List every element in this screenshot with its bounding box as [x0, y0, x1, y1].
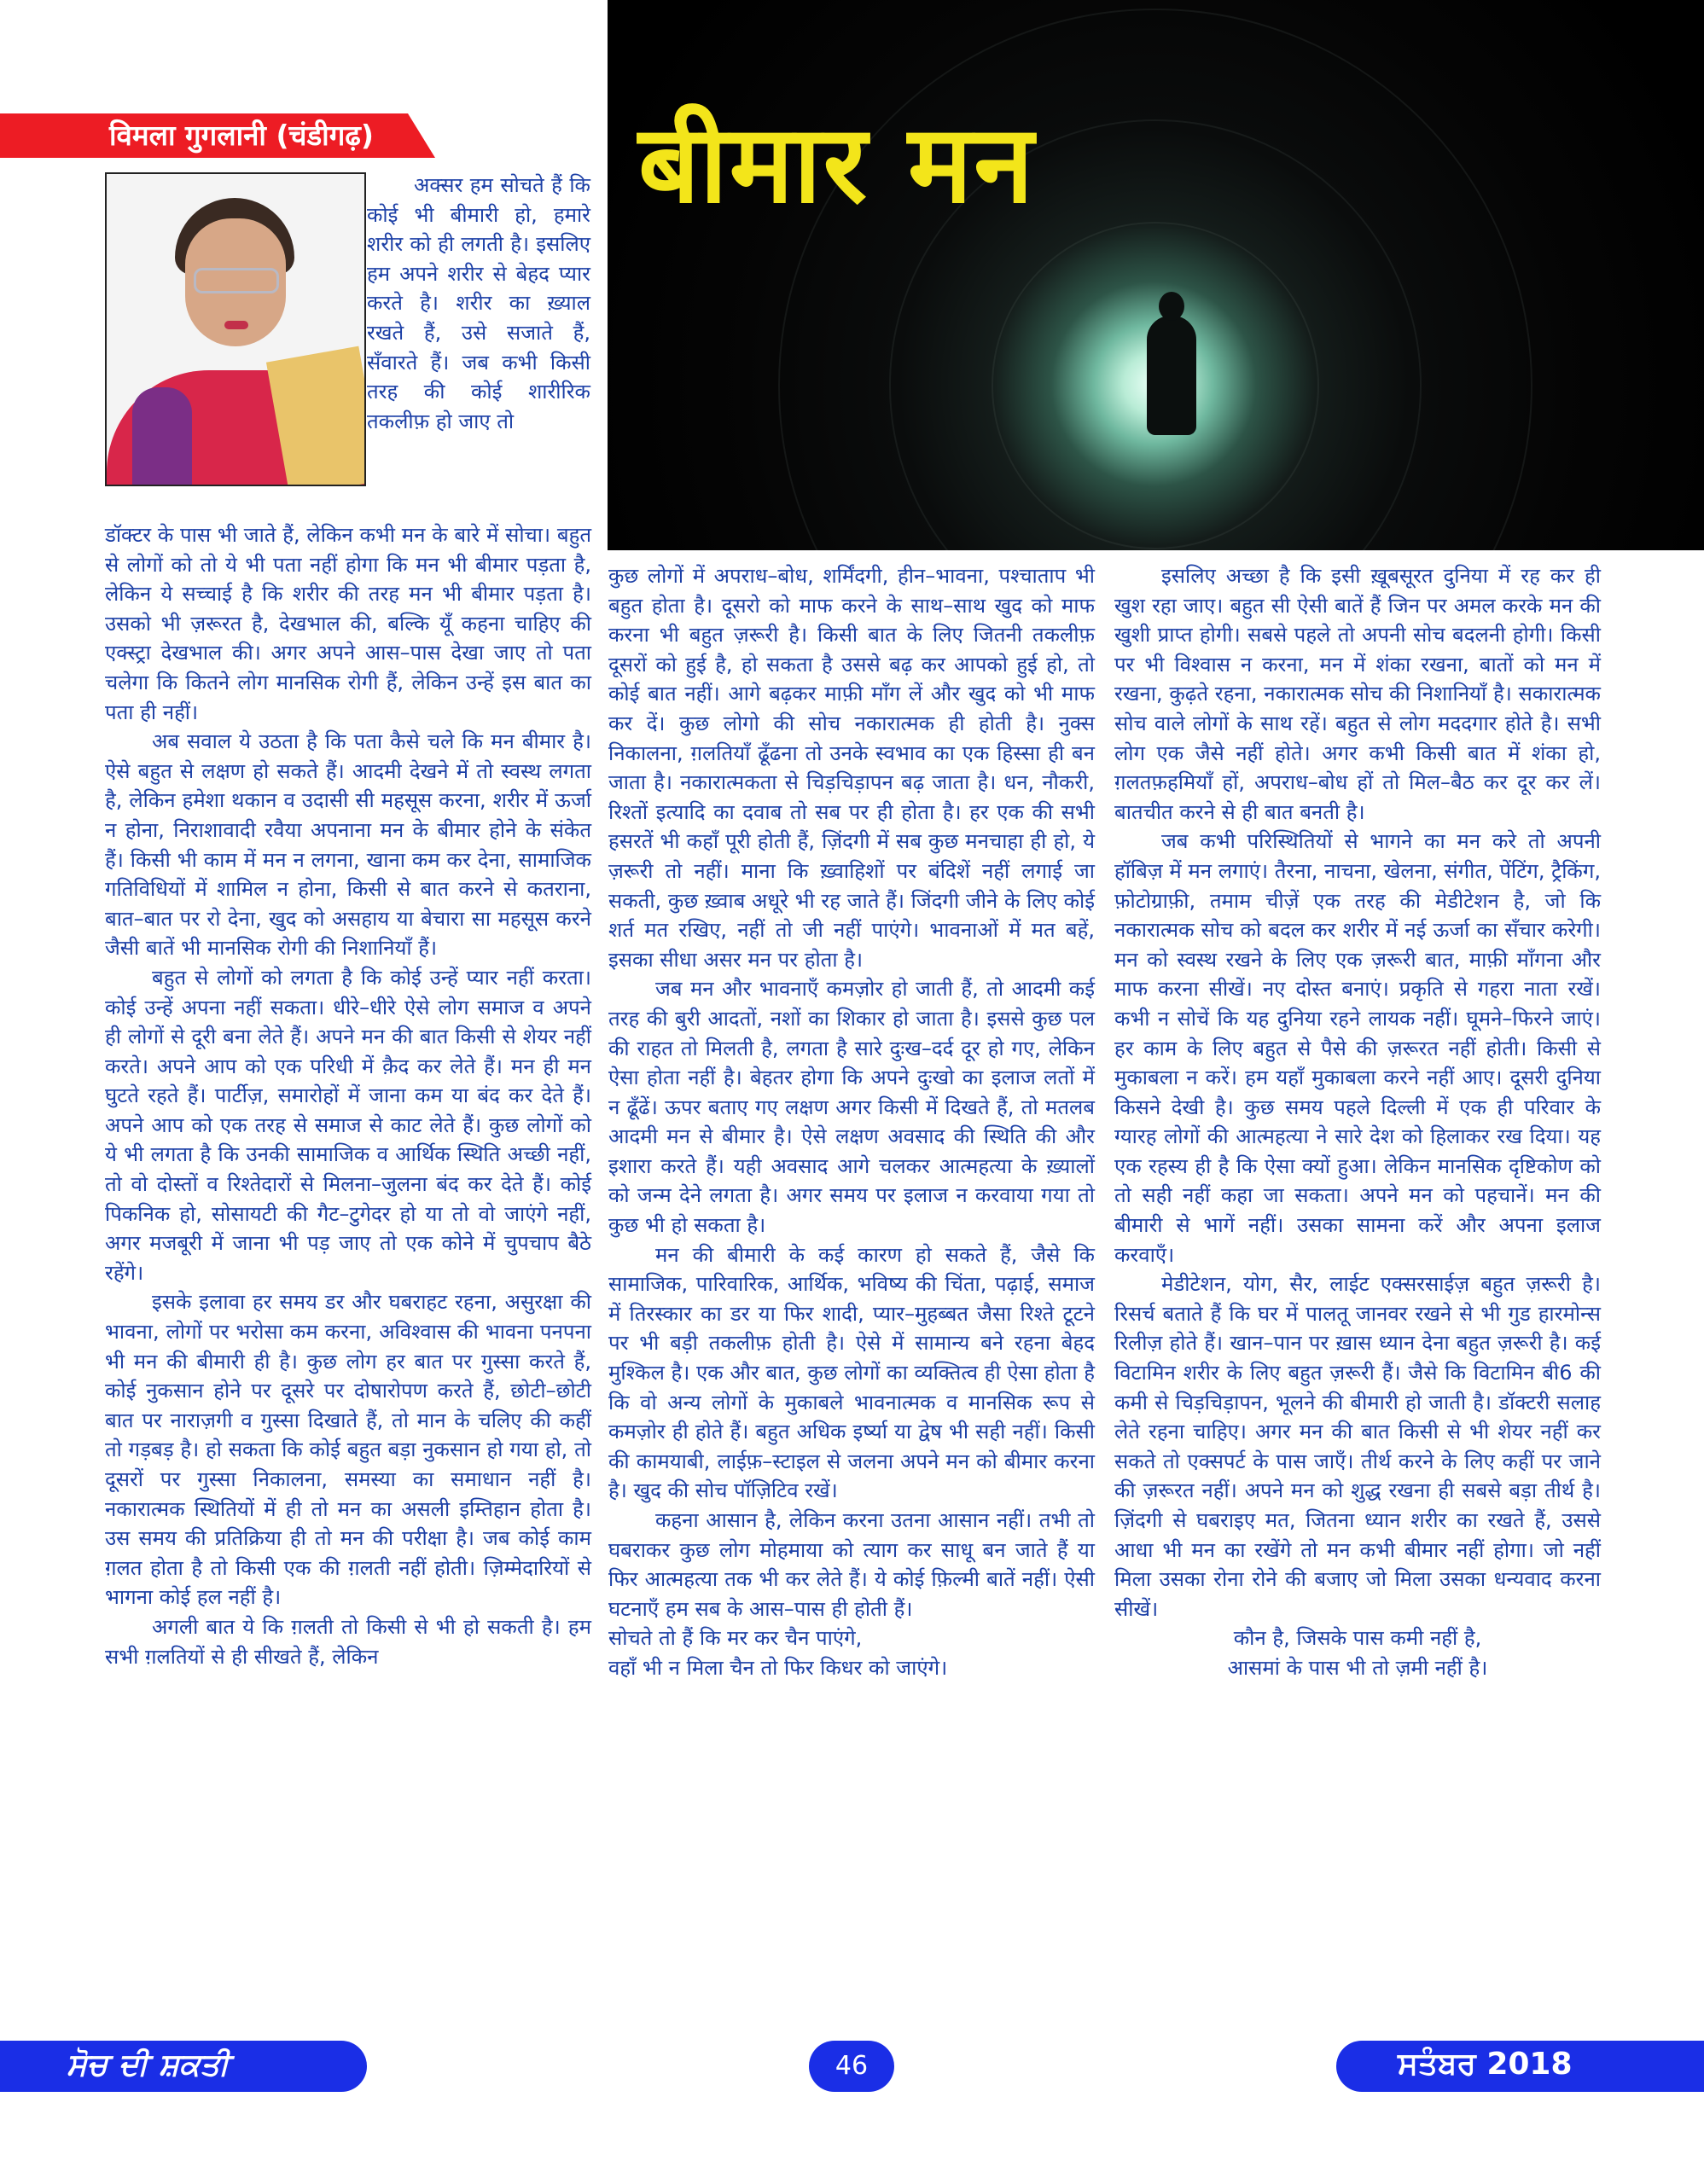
footer-magazine-name	[0, 2041, 367, 2092]
paragraph: बहुत से लोगों को लगता है कि कोई उन्हें प्यार नहीं करता। कोई उन्हें अपना नहीं सकता। धीरे–धीरे ऐसे लोग समाज व अपने ही लोगों से दूरी बना लेते हैं। अपने मन की बात किसी से शेयर नहीं करते। अपने आप को एक परिधी में क़ैद कर लेते हैं। मन ही मन घुटते रहते हैं। पार्टीज़, समारोहों में जाना कम या बंद कर देते हैं। अपने आप को एक तरह से समाज से काट लेते हैं। कुछ लोगों को ये भी लगता है कि उनकी सामाजिक व आर्थिक स्थिति अच्छी नहीं, तो वो दोस्तों व रिश्तेदारों से मिलना–जुलना बंद कर देते हैं। कोई पिकनिक हो, सोसायटी की गैट–टुगेदर हो या तो वो जाएंगे नहीं, अगर मजबूरी में जाना भी पड़ जाए तो एक कोने में चुपचाप बैठे रहेंगे।	[105, 965, 591, 1285]
couplet	[608, 1623, 1095, 1682]
couplet-line: सोचते तो हैं कि मर कर चैन पाएंगे,	[608, 1626, 863, 1651]
paragraph: मन की बीमारी के कई कारण हो सकते हैं, जैसे कि सामाजिक, पारिवारिक, आर्थिक, भविष्य की चिंता, पढ़ाई, समाज में तिरस्कार का डर या फिर शादी, प्यार–मुहब्बत जैसा रिश्ते टूटने पर भी बड़ी तकलीफ़ होती है। ऐसे में सामान्य बने रहना बेहद मुश्किल है। एक और बात, कुछ लोगों का व्यक्तित्व ही ऐसा होता है कि वो अन्य लोगों के मुकाबले भावनात्मक व मानसिक रूप से कमज़ोर ही होते हैं। बहुत अधिक इर्ष्या या द्वेष भी सही नहीं। किसी की कामयाबी, लाईफ़–स्टाइल से जलना अपने मन को बीमार करना है। खुद की सोच पॉज़िटिव रखें।	[608, 1242, 1095, 1503]
article-column-1	[105, 520, 591, 1671]
paragraph: डॉक्टर के पास भी जाते हैं, लेकिन कभी मन के बारे में सोचा। बहुत से लोगों को तो ये भी पता नहीं होगा कि मन भी बीमार पड़ता है, लेकिन ये सच्चाई है कि शरीर की तरह मन भी बीमार पड़ता है। उसको भी ज़रूरत है, देखभाल की, बल्कि यूँ कहना चाहिए की एक्स्ट्रा देखभाल की। अगर अपने आस–पास देखा जाए तो पता चलेगा कि कितने लोग मानसिक रोगी हैं, लेकिन उन्हें इस बात का पता ही नहीं।	[105, 523, 591, 724]
intro-wrap	[367, 171, 590, 436]
couplet	[1114, 1623, 1601, 1682]
page-number: 46	[835, 2051, 869, 2081]
author-name: विमला गुगलानी (चंडीगढ़)	[109, 119, 374, 152]
couplet-line: कौन है, जिसके पास कमी नहीं है,	[1233, 1626, 1482, 1651]
paragraph: जब कभी परिस्थितियों से भागने का मन करे तो अपनी हॉबिज़ में मन लगाएं। तैरना, नाचना, खेलना, संगीत, पेंटिंग, ट्रैकिंग, फ़ोटोग्राफ़ी, तमाम चीज़ें एक तरह की मेडीटेशन है, जो कि नकारात्मक सोच को बदल कर शरीर में नई ऊर्जा का सँचार करेगी। मन को स्वस्थ रखने के लिए एक ज़रूरी बात, माफ़ी माँगना और माफ करना सीखें। नए दोस्त बनाएं। प्रकृति से गहरा नाता रखें। कभी न सोचें कि यह दुनिया रहने लायक नहीं। घूमने–फिरने जाएं। हर काम के लिए बहुत से पैसे की ज़रूरत नहीं होती। किसी से मुकाबला न करें। हम यहाँ मुकाबला करने नहीं आए। दूसरी दुनिया किसने देखी है। कुछ समय पहले दिल्ली में एक ही परिवार के ग्यारह लोगों की आत्महत्या ने सारे देश को हिलाकर रख दिया। यह एक रहस्य ही है कि ऐसा क्यों हुआ। लेकिन मानसिक दृष्टिकोण को तो सही नहीं कहा जा सकता। अपने मन को पहचानें। मन की बीमारी से भागें नहीं। उसका सामना करें और अपना इलाज करवाएँ।	[1114, 829, 1601, 1267]
article-column-2	[608, 561, 1095, 1683]
couplet-line: आसमां के पास भी तो ज़मी नहीं है।	[1227, 1655, 1488, 1680]
paragraph: इसके इलावा हर समय डर और घबराहट रहना, असुरक्षा की भावना, लोगों पर भरोसा कम करना, अविश्वास की भावना पनपना भी मन की बीमारी ही है। कुछ लोग हर बात पर गुस्सा करते हैं, कोई नुकसान होने पर दूसरे पर दोषारोपण करते हैं, छोटी–छोटी बात पर नाराज़गी व गुस्सा दिखाते हैं, तो मान के चलिए की कहीं तो गड़बड़ है। हो सकता कि कोई बहुत बड़ा नुकसान हो गया हो, तो दूसरों पर गुस्सा निकालना, समस्या का समाधान नहीं है। नकारात्मक स्थितियों में ही तो मन का असली इम्तिहान होता है। उस समय की प्रतिक्रिया ही तो मन की परीक्षा है। जब कोई काम ग़लत होता है तो किसी एक की ग़लती नहीं होती। ज़िम्मेदारियों से भागना कोई हल नहीं है।	[105, 1290, 591, 1610]
paragraph: अगली बात ये कि ग़लती तो किसी से भी हो सकती है। हम सभी ग़लतियों से ही सीखते हैं, लेकिन	[105, 1614, 591, 1669]
sitting-person-silhouette	[1147, 316, 1196, 435]
article-title: बीमार मन	[638, 102, 1036, 227]
paragraph: कहना आसान है, लेकिन करना उतना आसान नहीं। तभी तो घबराकर कुछ लोग मोहमाया को त्याग कर साधू बन जाते हैं या फिर आत्महत्या तक भी कर लेते हैं। ये कोई फ़िल्मी बातें नहीं। ऐसी घटनाएँ हम सब के आस–पास ही होती हैं।	[608, 1508, 1095, 1621]
magazine-title: ਸੋਚ ਦੀ ਸ਼ਕਤੀ	[67, 2048, 230, 2082]
paragraph: इसलिए अच्छा है कि इसी ख़ूबसूरत दुनिया में रह कर ही खुश रहा जाए। बहुत सी ऐसी बातें हैं जिन पर अमल करके मन की खुशी प्राप्त होगी। सबसे पहले तो अपनी सोच बदलनी होगी। किसी पर भी विश्वास न करना, मन में शंका रखना, बातों को मन में रखना, कुढ़ते रहना, नकारात्मक सोच की निशानियाँ है। सकारात्मक सोच वाले लोगों के साथ रहें। बहुत से लोग मददगार होते है। सभी लोग एक जैसे नहीं होते। अगर कभी किसी बात में शंका हो, ग़लतफ़हमियाँ हों, अपराध–बोध हों तो मिल–बैठ कर दूर कर लें। बातचीत करने से ही बात बनती है।	[1114, 564, 1601, 824]
paragraph: मेडीटेशन, योग, सैर, लाईट एक्सरसाईज़ बहुत ज़रूरी है। रिसर्च बताते हैं कि घर में पालतू जानवर रखने से भी गुड हारमोन्स रिलीज़ होते हैं। खान–पान पर ख़ास ध्यान देना बहुत ज़रूरी है। कई विटामिन शरीर के लिए बहुत ज़रूरी हैं। जैसे कि विटामिन बी6 की कमी से चिड़चिड़ापन, भूलने की बीमारी हो जाती है। डॉक्टरी सलाह लेते रहना चाहिए। अगर मन की बात किसी से भी शेयर नहीं कर सकते तो एक्सपर्ट के पास जाएँ। तीर्थ करने के लिए कहीं पर जाने की ज़रूरत नहीं। अपने मन को शुद्ध रखना ही सबसे बड़ा तीर्थ है। ज़िंदगी से घबराइए मत, जितना ध्यान शरीर का रखते हैं, उससे आधा भी मन का रखेंगे तो मन कभी बीमार नहीं होगा। जो नहीं मिला उसका रोना रोने की बजाए जो मिला उसका धन्यवाद करना सीखें।	[1114, 1272, 1601, 1621]
paragraph: कुछ लोगों में अपराध–बोध, शर्मिंदगी, हीन–भावना, पश्चाताप भी बहुत होता है। दूसरो को माफ करने के साथ–साथ खुद को माफ करना भी बहुत ज़रूरी है। किसी बात के लिए जितनी तकलीफ़ दूसरों को हुई है, हो सकता है उससे बढ़ कर आपको हुई हो, तो कोई बात नहीं। आगे बढ़कर माफ़ी माँग लें और खुद को भी माफ कर दें। कुछ लोगो की सोच नकारात्मक ही होती है। नुक्स निकालना, ग़लतियाँ ढूँढना तो उनके स्वभाव का एक हिस्सा ही बन जाता है। नकारात्मकता से चिड़चिड़ापन बढ़ जाता है। धन, नौकरी, रिश्तों इत्यादि का दवाब तो सब पर ही होता है। हर एक की सभी हसरतें भी कहाँ पूरी होती हैं, ज़िंदगी में सब कुछ मनचाहा ही हो, ये ज़रूरी तो नहीं। माना कि ख़्वाहिशों पर बंदिशें नहीं लगाई जा सकती, कुछ ख़्वाब अधूरे भी रह जाते हैं। जिंदगी जीने के लिए कोई शर्त मत रखिए, नहीं तो जी नहीं पाएंगे। भावनाओं में मत बहें, इसका सीधा असर मन पर होता है।	[608, 564, 1095, 972]
issue-date: ਸਤੰਬਰ 2018	[1398, 2047, 1573, 2082]
couplet-line: वहाँ भी न मिला चैन तो फिर किधर को जाएंगे।	[608, 1655, 948, 1680]
author-photo	[105, 172, 366, 486]
article-column-3	[1114, 561, 1601, 1683]
paragraph: अब सवाल ये उठता है कि पता कैसे चले कि मन बीमार है। ऐसे बहुत से लक्षण हो सकते हैं। आदमी देखने में तो स्वस्थ लगता है, लेकिन हमेशा थकान व उदासी सी महसूस करना, शरीर में ऊर्जा न होना, निराशावादी रवैया अपनाना मन के बीमार होने के संकेत हैं। किसी भी काम में मन न लगना, खाना कम कर देना, सामाजिक गतिविधियों में शामिल न होना, किसी से बात करने से कतराना, बात–बात पर रो देना, खुद को असहाय या बेचारा सा महसूस करने जैसी बातें भी मानसिक रोगी की निशानियाँ हैं।	[105, 729, 591, 961]
footer-issue-date	[1336, 2041, 1704, 2092]
intro-paragraph: अक्सर हम सोचते हैं कि कोई भी बीमारी हो, हमारे शरीर को ही लगती है। इसलिए हम अपने शरीर से बेहद प्यार करते है। शरीर का ख़्याल रखते हैं, उसे सजाते हैं, सँवारते हैं। जब कभी किसी तरह की कोई शारीरिक तकलीफ़ हो जाए तो	[367, 173, 590, 433]
paragraph: जब मन और भावनाएँ कमज़ोर हो जाती हैं, तो आदमी कई तरह की बुरी आदतों, नशों का शिकार हो जाता है। इससे कुछ पल की राहत तो मिलती है, लगता है सारे दुःख–दर्द दूर हो गए, लेकिन ऐसा होता नहीं है। बेहतर होगा कि अपने दुःखो का इलाज लतों में न ढूँढें। ऊपर बताए गए लक्षण अगर किसी में दिखते हैं, तो मतलब आदमी मन से बीमार है। ऐसे लक्षण अवसाद की स्थिति की और इशारा करते हैं। यही अवसाद आगे चलकर आत्महत्या के ख़्यालों को जन्म देने लगता है। अगर समय पर इलाज न करवाया गया तो कुछ भी हो सकता है।	[608, 977, 1095, 1238]
footer-page-number	[809, 2041, 894, 2092]
tunnel-image	[608, 0, 1704, 550]
